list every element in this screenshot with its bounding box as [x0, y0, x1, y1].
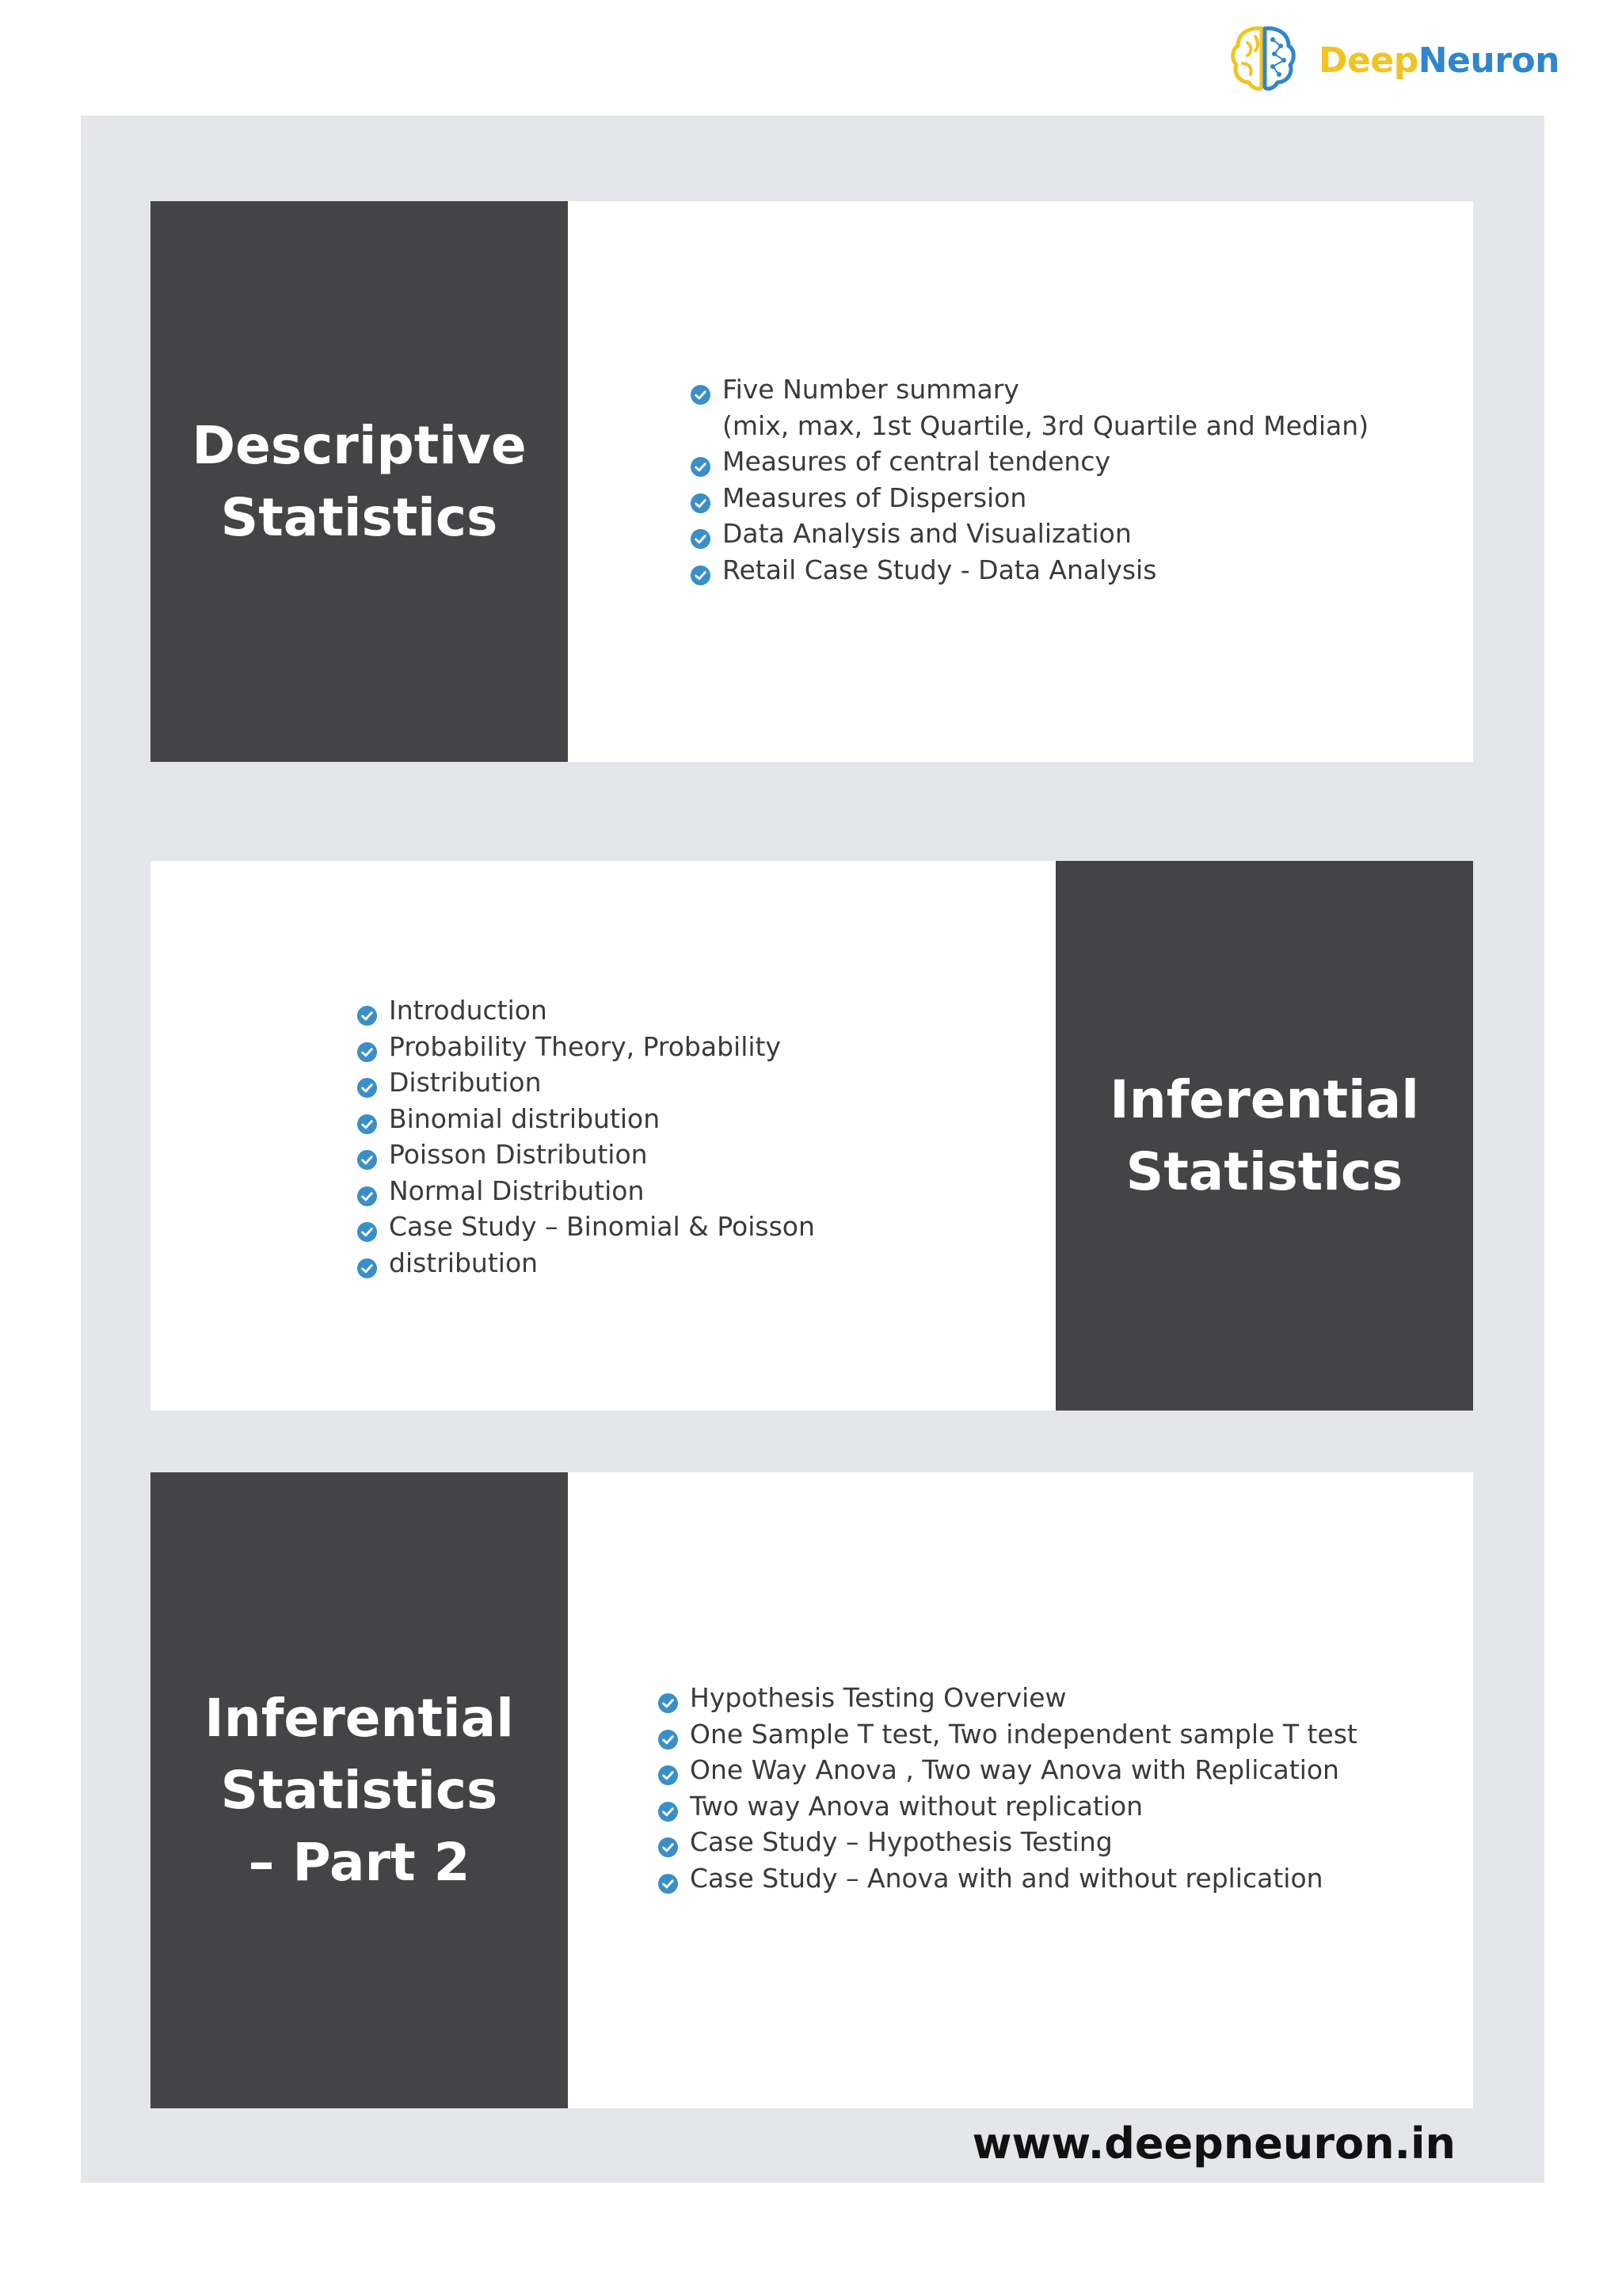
check-circle-icon: [356, 1144, 378, 1165]
check-circle-icon: [356, 1000, 378, 1021]
section-title-line: – Part 2: [248, 1832, 470, 1893]
section-title-line: Descriptive: [192, 415, 527, 476]
list-item: [657, 1716, 1357, 1753]
list-item-text: Data Analysis and Visualization: [722, 518, 1132, 549]
section-title: [204, 1682, 514, 1898]
list-item-text: Case Study – Anova with and without replication: [690, 1862, 1323, 1894]
list-item-text: One Way Anova , Two way Anova with Replication: [690, 1754, 1339, 1785]
list-item-text: Probability Theory, Probability: [389, 1030, 782, 1062]
topic-list: [657, 1680, 1357, 1896]
check-circle-icon: [356, 1216, 378, 1237]
check-circle-icon: [657, 1831, 679, 1852]
list-item: [690, 480, 1369, 516]
section-card-inferential: [150, 861, 1473, 1411]
section-card-inferential-part2: [150, 1472, 1473, 2108]
list-item: [356, 992, 815, 1029]
brand-name-deep: Deep: [1319, 40, 1418, 81]
website-url[interactable]: www.deepneuron.in: [972, 2119, 1456, 2168]
list-item-text: Case Study – Binomial & Poisson: [389, 1211, 815, 1242]
check-circle-icon: [690, 451, 711, 472]
section-title-panel: [150, 1472, 568, 2108]
section-title-line: Statistics: [220, 487, 498, 548]
topic-list: [356, 992, 815, 1281]
list-item: [356, 1029, 815, 1065]
check-circle-icon: [356, 1072, 378, 1093]
check-circle-icon: [690, 379, 711, 400]
brain-icon: [1224, 19, 1303, 101]
list-item-text: Measures of central tendency: [722, 446, 1110, 477]
list-item: [356, 1137, 815, 1173]
check-circle-icon: [657, 1759, 679, 1780]
check-circle-icon: [657, 1687, 679, 1708]
list-item: [657, 1824, 1357, 1860]
list-item: [356, 1101, 815, 1137]
section-title-line: Statistics: [220, 1760, 498, 1821]
section-title-line: Statistics: [1125, 1141, 1403, 1202]
list-item-text: Hypothesis Testing Overview: [690, 1682, 1067, 1713]
list-item-text: Two way Anova without replication: [690, 1790, 1144, 1822]
topic-list: [690, 371, 1369, 588]
list-item: [657, 1788, 1357, 1825]
section-card-descriptive: [150, 201, 1473, 762]
list-item: [690, 444, 1369, 480]
section-title-panel: [150, 201, 568, 762]
list-item-text: One Sample T test, Two independent sample T test: [690, 1718, 1357, 1750]
list-item-text: Normal Distribution: [389, 1175, 645, 1206]
check-circle-icon: [690, 487, 711, 508]
check-circle-icon: [657, 1868, 679, 1889]
list-item-text: Five Number summary: [722, 374, 1019, 405]
list-item: [690, 516, 1369, 552]
check-circle-icon: [690, 523, 711, 544]
list-item: [657, 1680, 1357, 1716]
list-item-text: Case Study – Hypothesis Testing: [690, 1826, 1113, 1857]
list-item: [690, 552, 1369, 588]
check-circle-icon: [356, 1036, 378, 1057]
list-item: [690, 371, 1369, 408]
check-circle-icon: [356, 1252, 378, 1274]
list-item-text: Binomial distribution: [389, 1102, 661, 1134]
list-item: [356, 1209, 815, 1245]
brand-logo: [1224, 21, 1559, 100]
list-item: [657, 1860, 1357, 1897]
list-item: [657, 1752, 1357, 1788]
list-item: [356, 1173, 815, 1209]
list-item-text: (mix, max, 1st Quartile, 3rd Quartile and Median): [722, 409, 1369, 441]
brand-name: [1319, 40, 1559, 81]
list-item-text: Retail Case Study - Data Analysis: [722, 554, 1157, 585]
check-circle-icon: [657, 1795, 679, 1817]
section-title-line: Inferential: [204, 1688, 514, 1749]
list-item-text: Poisson Distribution: [389, 1139, 648, 1170]
check-circle-icon: [356, 1108, 378, 1129]
list-item-text: Measures of Dispersion: [722, 482, 1027, 513]
section-title-panel: [1056, 861, 1473, 1411]
section-title-line: Inferential: [1110, 1069, 1419, 1130]
list-item-text: Distribution: [389, 1067, 542, 1098]
list-item-continuation: [690, 408, 1369, 444]
check-circle-icon: [356, 1180, 378, 1201]
section-title: [192, 409, 526, 554]
check-circle-icon: [657, 1723, 679, 1745]
list-item: [356, 1245, 815, 1281]
section-title: [1110, 1064, 1419, 1208]
list-item-text: distribution: [389, 1247, 539, 1278]
brand-name-neuron: Neuron: [1418, 40, 1559, 81]
list-item-text: Introduction: [389, 995, 547, 1026]
check-circle-icon: [690, 559, 711, 581]
list-item: [356, 1064, 815, 1101]
